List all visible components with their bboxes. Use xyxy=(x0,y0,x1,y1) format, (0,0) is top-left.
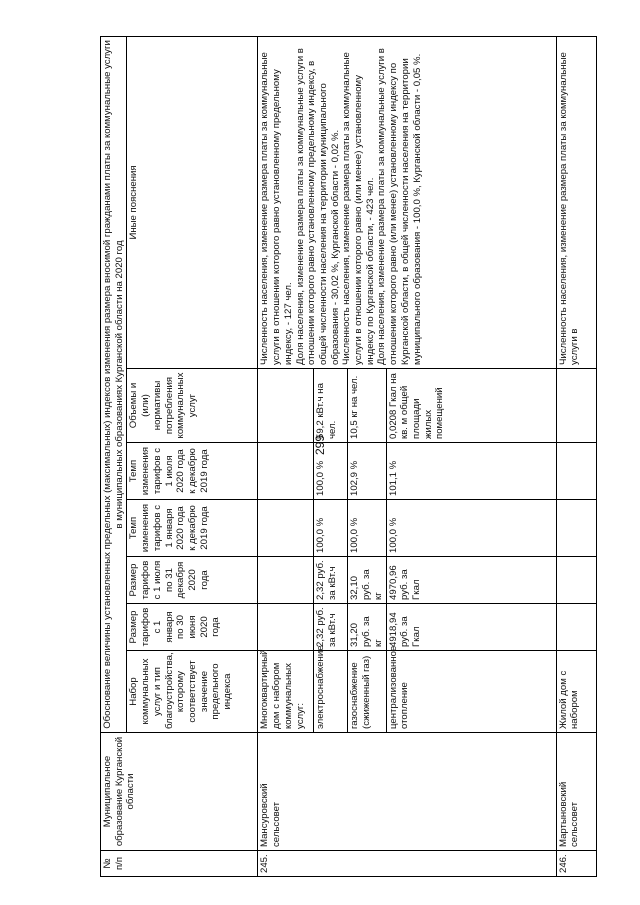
row-set: Жилой дом с набором xyxy=(556,651,596,733)
tariff-jan-value: 4918,94 руб. за Гкал xyxy=(386,604,556,651)
tariff-jan-value: 2,32 руб. за кВт.ч xyxy=(314,604,348,651)
volume-value: 0,0208 Гкал на кв. м общей площади жилых помещений xyxy=(386,369,556,443)
header-group-title: Обоснование величины установленных предельных (максимальных) индексов изменения размера вносимой гражданами платы за коммунальные услуги в муниципальных образованиях Курганской области на 2020 год xyxy=(101,36,127,732)
table-row xyxy=(556,36,596,876)
row-notes: Численность населения, изменение размера платы за коммунальные услуги в xyxy=(556,36,596,368)
header-municipality: Муниципальное образование Курганской области xyxy=(101,733,258,851)
header-tariff-jan: Размер тарифов с 1 января по 30 июня 2020 года xyxy=(127,604,258,651)
row-number: 246. xyxy=(556,851,596,877)
tariff-jul-value: 32,10 руб. за кг xyxy=(348,557,386,604)
row-set: Многоквартирный дом с набором коммунальных услуг: xyxy=(258,651,314,733)
header-rate-jan: Темп изменения тарифов с 1 января 2020 года к декабрю 2019 года xyxy=(127,500,258,557)
service-name: электроснабжение xyxy=(314,651,348,733)
header-notes: Иные пояснения xyxy=(127,36,258,368)
service-name: газоснабжение (сжиженный газ) xyxy=(348,651,386,733)
rate-jul-value: 100,0 % xyxy=(314,443,348,500)
tariff-table xyxy=(100,36,597,877)
volume-value: 10,5 кг на чел. xyxy=(348,369,386,443)
rate-jan-value: 100,0 % xyxy=(386,500,556,557)
volume-value: 59,2 кВт.ч на чел. xyxy=(314,369,348,443)
row-municipality: Мансуровский сельсовет xyxy=(258,733,556,851)
tariff-jul-value: 4970,96 руб. за Гкал xyxy=(386,557,556,604)
rotated-table-wrapper xyxy=(100,37,605,877)
rate-jan-value: 100,0 % xyxy=(314,500,348,557)
header-num: № п/п xyxy=(101,851,258,877)
header-tariff-jul: Размер тарифов с 1 июля по 31 декабря 2020 года xyxy=(127,557,258,604)
header-set: Набор коммунальных услуг и тип благоустройства, которому соответствует значение предельного индекса xyxy=(127,651,258,733)
table-row xyxy=(258,36,314,876)
service-name: централизованное отопление xyxy=(386,651,556,733)
header-volumes: Объемы и (или) нормативы потребления коммунальных услуг xyxy=(127,369,258,443)
row-municipality: Мартыновский сельсовет xyxy=(556,733,596,851)
row-notes: Численность населения, изменение размера платы за коммунальные услуги в отношении которого равно установленному предельному индексу, - 127 чел. Доля населения, изменение размера платы за коммунальные услуги в отношении которого равно установленному предельному индексу, в общей численности населения на территории муниципального образования - 30,02 %, Курганской области - 0,02 %. Численность населения, изменение размера платы за коммунальные услуги в отношении которого равно (или менее) установленному индексу по Курганской области, - 423 чел. Доля населения, изменение размера платы за коммунальные услуги в отношении которого равно (или менее) установленному индексу по Курганской области, в общей численности населения на территории муниципального образования - 100,0 %, Курганской области - 0,05 %. xyxy=(258,36,556,368)
header-rate-jul: Темп изменения тарифов с 1 июля 2020 года к декабрю 2019 года xyxy=(127,443,258,500)
rate-jul-value: 102,9 % xyxy=(348,443,386,500)
row-number: 245. xyxy=(258,851,556,877)
rate-jan-value: 100,0 % xyxy=(348,500,386,557)
page-number: 299 xyxy=(313,434,327,456)
tariff-jan-value: 31,20 руб. за кг xyxy=(348,604,386,651)
tariff-jul-value: 2,32 руб. за кВт.ч xyxy=(314,557,348,604)
rate-jul-value: 101,1 % xyxy=(386,443,556,500)
